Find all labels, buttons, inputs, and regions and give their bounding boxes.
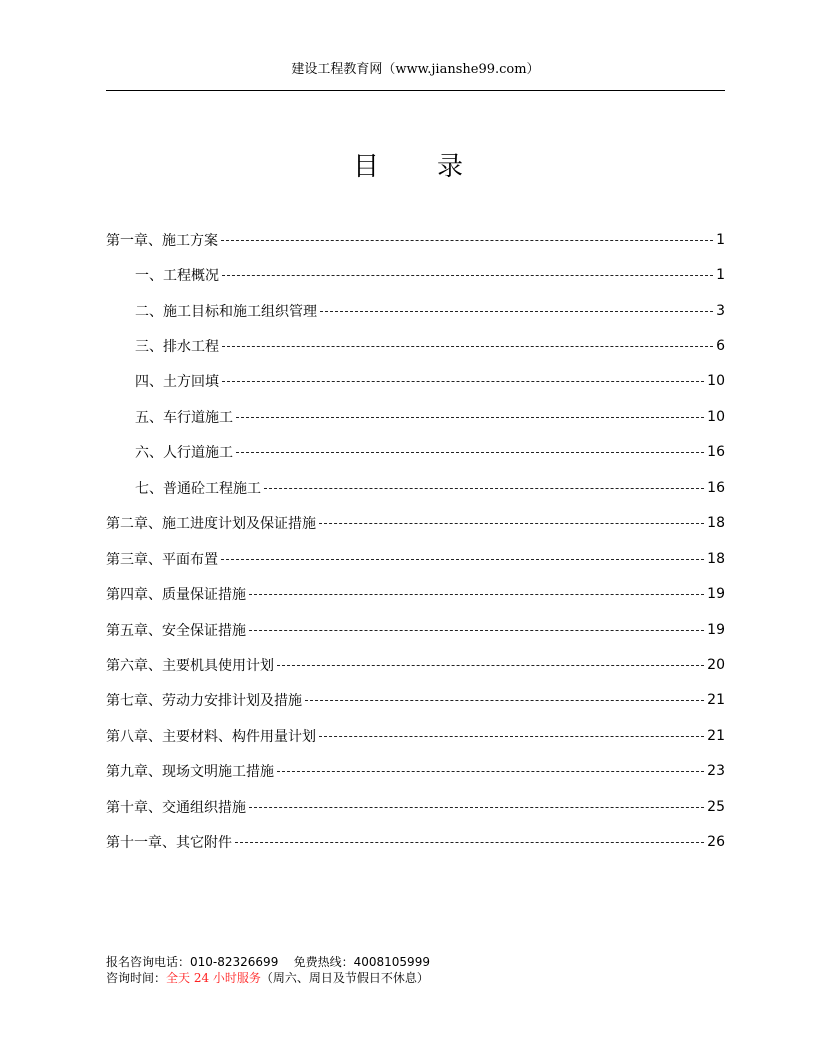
toc-page-number: 19 (707, 621, 725, 638)
footer-hours-line (106, 970, 430, 986)
toc-leader (221, 559, 704, 561)
toc-entry[interactable] (106, 506, 725, 541)
toc-leader (222, 381, 704, 383)
toc-leader (236, 417, 704, 419)
toc-entry[interactable] (106, 222, 725, 257)
toc-entry-label: 第十一章、其它附件 (106, 835, 232, 852)
toc-leader (249, 594, 704, 596)
page-title: 目录 (352, 152, 521, 182)
toc-entry[interactable] (106, 754, 725, 789)
toc-leader (235, 842, 704, 844)
toc-entry[interactable] (106, 257, 725, 292)
footer-contact-line (106, 954, 430, 970)
toc-entry-label: 五、车行道施工 (135, 409, 233, 426)
toc-page-number: 10 (707, 373, 725, 390)
toc-entry[interactable] (106, 328, 725, 363)
toc-page-number: 18 (707, 550, 725, 567)
toc-entry[interactable] (106, 541, 725, 576)
toc-entry-label: 第二章、施工进度计划及保证措施 (106, 516, 316, 533)
toc-page-number: 19 (707, 586, 725, 603)
toc-leader (222, 346, 713, 348)
toc-leader (236, 452, 704, 454)
toc-entry-label: 第十章、交通组织措施 (106, 799, 246, 816)
toc-entry-label: 四、土方回填 (135, 374, 219, 391)
toc-entry[interactable] (106, 399, 725, 434)
hotline-number: 4008105999 (353, 955, 430, 969)
toc-entry-label: 第一章、施工方案 (106, 232, 218, 249)
toc-page-number: 21 (707, 727, 725, 744)
toc-leader (305, 700, 704, 702)
toc-entry-label: 一、工程概况 (135, 268, 219, 285)
toc-entry[interactable] (106, 470, 725, 505)
toc-entry[interactable] (106, 612, 725, 647)
toc-page-number: 10 (707, 408, 725, 425)
toc-entry[interactable] (106, 789, 725, 824)
toc-leader (249, 630, 704, 632)
header-rule (106, 90, 725, 91)
toc-leader (320, 311, 713, 313)
phone-label: 报名咨询电话： (106, 955, 191, 969)
hours-note: （周六、周日及节假日不休息） (260, 971, 429, 985)
toc-page-number: 25 (707, 798, 725, 815)
hotline-label: 免费热线： (293, 955, 354, 969)
toc-entry-label: 三、排水工程 (135, 339, 219, 356)
toc-entry-label: 第八章、主要材料、构件用量计划 (106, 728, 316, 745)
toc-leader (277, 665, 704, 667)
toc-page-number: 6 (716, 338, 725, 355)
toc-entry[interactable] (106, 435, 725, 470)
toc-entry[interactable] (106, 364, 725, 399)
table-of-contents (106, 222, 725, 860)
toc-entry[interactable] (106, 293, 725, 328)
toc-entry-label: 七、普通砼工程施工 (135, 480, 261, 497)
toc-leader (277, 771, 704, 773)
toc-page-number: 3 (716, 302, 725, 319)
toc-entry[interactable] (106, 683, 725, 718)
phone-number: 010-82326699 (190, 955, 279, 969)
hours-label: 咨询时间： (106, 971, 167, 985)
toc-entry[interactable] (106, 824, 725, 859)
toc-page-number: 18 (707, 515, 725, 532)
toc-page-number: 23 (707, 763, 725, 780)
page-footer (106, 954, 430, 986)
toc-entry-label: 第五章、安全保证措施 (106, 622, 246, 639)
toc-leader (222, 275, 713, 277)
toc-page-number: 1 (716, 231, 725, 248)
toc-entry-label: 六、人行道施工 (135, 445, 233, 462)
page-header: 建设工程教育网（www.jianshe99.com） (291, 62, 540, 77)
toc-page-number: 21 (707, 692, 725, 709)
toc-page-number: 16 (707, 444, 725, 461)
toc-entry-label: 二、施工目标和施工组织管理 (135, 303, 317, 320)
hours-highlight: 全天 24 小时服务 (166, 971, 261, 985)
toc-page-number: 1 (716, 267, 725, 284)
toc-entry-label: 第三章、平面布置 (106, 551, 218, 568)
toc-entry-label: 第六章、主要机具使用计划 (106, 657, 274, 674)
toc-leader (221, 240, 713, 242)
toc-entry[interactable] (106, 576, 725, 611)
toc-page-number: 20 (707, 656, 725, 673)
toc-entry[interactable] (106, 718, 725, 753)
toc-entry-label: 第四章、质量保证措施 (106, 587, 246, 604)
toc-leader (264, 488, 704, 490)
toc-leader (319, 736, 704, 738)
toc-leader (249, 807, 704, 809)
toc-page-number: 16 (707, 479, 725, 496)
toc-entry-label: 第九章、现场文明施工措施 (106, 764, 274, 781)
toc-leader (319, 523, 704, 525)
toc-entry-label: 第七章、劳动力安排计划及措施 (106, 693, 302, 710)
toc-entry[interactable] (106, 647, 725, 682)
toc-page-number: 26 (707, 834, 725, 851)
